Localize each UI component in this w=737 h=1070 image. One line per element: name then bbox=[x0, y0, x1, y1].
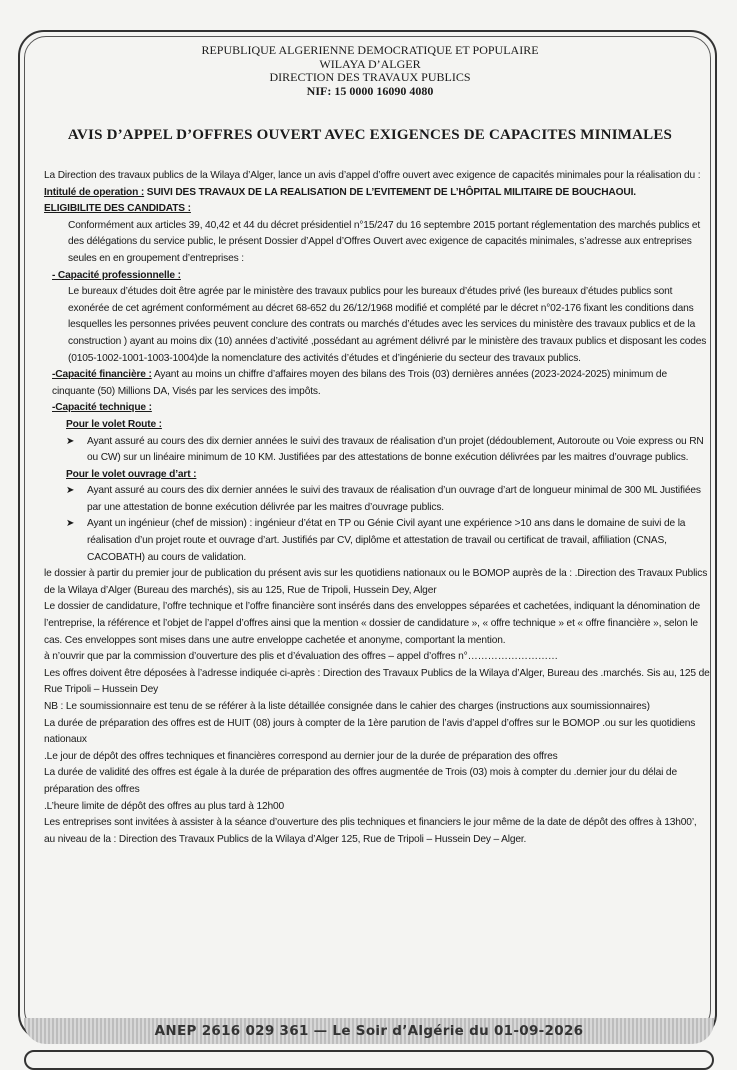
next-notice-border bbox=[24, 1050, 714, 1070]
cap-pro-label: - Capacité professionnelle : bbox=[52, 269, 181, 281]
arrow-bullet-icon: ➤ bbox=[66, 485, 75, 497]
cap-fin-line bbox=[44, 367, 710, 400]
paragraph-retrait: le dossier à partir du premier jour de publication du présent avis sur les quotidiens nationaux ou le BOMOP auprès de la : .Direction des Travaux Publics de la Wilaya d’Alger (Bureau des marchés), sis au 125, Rue de Tripoli, Hussein Dey, Alger bbox=[44, 568, 708, 596]
paragraph-jour-depot: .Le jour de dépôt des offres techniques et financières correspond au dernier jour de la durée de préparation des offres bbox=[44, 750, 558, 762]
paragraph-validite: La durée de validité des offres est égale à la durée de préparation des offres augmentée de Trois (03) mois à compter du .dernier jour du délai de préparation des offres bbox=[44, 767, 677, 795]
volet-oa-bullet-1: Ayant assuré au cours des dix dernier années le suivi des travaux de réalisation d’un ouvrage d’art de longueur minimal de 300 ML Justifiées par une attestation de bonne exécution délivrée par les maitres d’ouvrage publics. bbox=[87, 485, 701, 513]
arrow-bullet-icon: ➤ bbox=[66, 518, 75, 530]
volet-route-bullet: Ayant assuré au cours des dix dernier années le suivi des travaux de réalisation d’un projet (dédoublement, Autoroute ou Voie express ou RN ou CW) sur un linéaire minimum de 10 KM. Justifiées par des attestations de bonne exécution délivrées par les maitres d’ouvrage publics. bbox=[87, 435, 704, 464]
eligibilite-text: Conformément aux articles 39, 40,42 et 44 du décret présidentiel n°15/247 du 16 septembre 2015 portant réglementation des marchés publics et des délégations du service public, le présent Dossier d’Appel d’Offres Ouvert avec exigence de capacités minimales, s’adresse aux entreprises seules en en groupement d’entreprises : bbox=[68, 219, 701, 264]
volet-route-label: Pour le volet Route : bbox=[66, 418, 162, 430]
wilaya-line: WILAYA D’ALGER bbox=[319, 56, 421, 71]
paragraph-duree-preparation: La durée de préparation des offres est de HUIT (08) jours à compter de la 1ère parution de l’avis d’appel d’offres sur le BOMOP .ou sur les quotidiens nationaux bbox=[44, 717, 696, 746]
intitule-line bbox=[44, 185, 710, 202]
paragraph-candidature: Le dossier de candidature, l’offre technique et l’offre financière sont insérés dans des enveloppes séparées et cachetées, indiquant la dénomination de l’entreprise, la référence et l’objet de l’appel d’offres ainsi que la mention « dossier de candidature », « offre technique » et « offre financière », selon le cas. Ces enveloppes sont mises dans une autre enveloppe cachetée et anonyme, comportant la mention. bbox=[44, 601, 701, 646]
list-item bbox=[44, 483, 710, 516]
notice-body bbox=[44, 168, 710, 848]
eligibilite-label: ELIGIBILITE DES CANDIDATS : bbox=[44, 203, 191, 215]
publication-footer: ANEP 2616 029 361 — Le Soir d’Algérie du 01-09-2026 bbox=[24, 1018, 714, 1044]
cap-tech-label: -Capacité technique : bbox=[52, 402, 152, 414]
paragraph-heure-limite: .L’heure limite de dépôt des offres au plus tard à 12h00 bbox=[44, 800, 285, 812]
letterhead bbox=[40, 44, 700, 98]
paragraph-ouverture-plis: Les entreprises sont invitées à assister à la séance d’ouverture des plis techniques et financiers le jour même de la date de dépôt des offres à 13h00’, au niveau de la : Direction des Travaux Publics de la Wilaya d’Alger 125, Rue de Tripoli – Hussein Dey – Alger. bbox=[44, 817, 697, 845]
nif-line: NIF: 15 0000 16090 4080 bbox=[306, 83, 434, 98]
paragraph-depot-adresse: Les offres doivent être déposées à l’adresse indiquée ci-après : Direction des Travaux Publics de la Wilaya d’Alger, Bureau des .marchés. Sis au, 125 de Rue Tripoli – Hussein Dey bbox=[44, 667, 710, 696]
arrow-bullet-icon: ➤ bbox=[66, 435, 75, 447]
republic-line: REPUBLIQUE ALGERIENNE DEMOCRATIQUE ET POPULAIRE bbox=[201, 43, 539, 57]
paragraph-mention: à n’ouvrir que par la commission d’ouverture des plis et d’évaluation des offres – appel d’offres n°……………………… bbox=[44, 651, 558, 663]
intro-text: La Direction des travaux publics de la Wilaya d’Alger, lance un avis d’appel d’offre ouvert avec exigence de capacités minimales pour la réalisation du : bbox=[44, 170, 701, 181]
direction-line: DIRECTION DES TRAVAUX PUBLICS bbox=[269, 70, 471, 84]
paragraph-nb: NB : Le soumissionnaire est tenu de se référer à la liste détaillée consignée dans le cahier des charges (instructions aux soumissionnaires) bbox=[44, 701, 650, 712]
intitule-text: SUIVI DES TRAVAUX DE LA REALISATION DE L’EVITEMENT DE L’HÔPITAL MILITAIRE DE BOUCHAOUI. bbox=[144, 186, 636, 198]
volet-oa-label: Pour le volet ouvrage d’art : bbox=[66, 468, 197, 480]
cap-fin-label: -Capacité financière : bbox=[52, 369, 152, 381]
list-item bbox=[44, 434, 710, 467]
list-item bbox=[44, 516, 710, 566]
volet-oa-bullet-2: Ayant un ingénieur (chef de mission) : ingénieur d’état en TP ou Génie Civil ayant une expérience >10 ans dans le domaine de suivi de la réalisation d’un projet route et ouvrage d’art. Justifiés par CV, diplôme et attestation de travail ou certificat de travail, affiliation (CNAS, CACOBATH) au cours de validation. bbox=[87, 518, 686, 563]
notice-title: AVIS D’APPEL D’OFFRES OUVERT AVEC EXIGENCES DE CAPACITES MINIMALES bbox=[67, 127, 673, 143]
intitule-label: Intitulé de operation : bbox=[44, 186, 145, 198]
cap-pro-text: Le bureaux d’études doit être agrée par le ministère des travaux publics pour les bureaux d’études privé (les bureaux d’études publics sont exonérée de cet agrément conformément au décret 68-652 du 26/12/1968 modifié et complété par le décret n°02-176 fixant les conditions dans lesquelles les personnes privées peuvent conclure des contrats ou marchés d’études avec les services du ministère des travaux publics et de la construction ) ayant au moins dix (10) années d’activité ,possédant au agrément délivré par le ministère des travaux publics et disposant les codes (0105-1002-1001-1003-1004)de la nomenclature des activités d’études et d’ingénierie du secteur des travaux publics. bbox=[68, 286, 707, 364]
cap-fin-text: Ayant au moins un chiffre d’affaires moyen des bilans des Trois (03) dernières années (2023-2024-2025) minimum de cinquante (50) Millions DA, Visés par les services des impôts. bbox=[52, 369, 667, 397]
